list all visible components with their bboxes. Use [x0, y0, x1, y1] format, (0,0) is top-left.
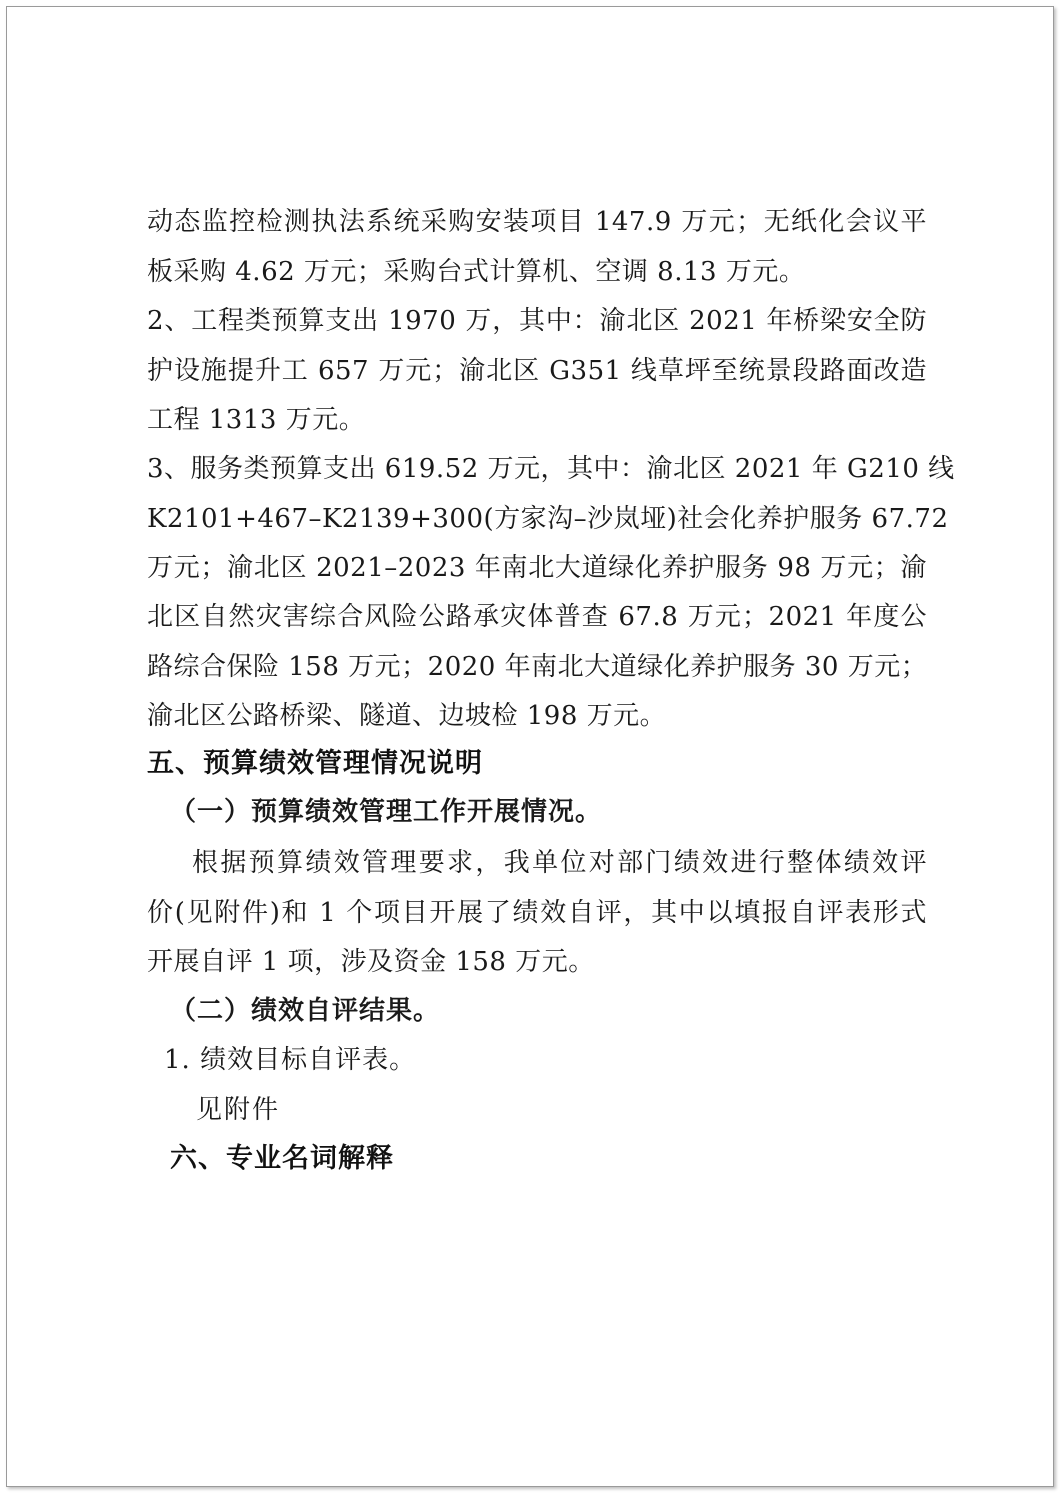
section-6-heading: 六、专业名词解释 — [170, 1143, 394, 1174]
paragraph-3-line-6: 渝北区公路桥梁、隧道、边坡检 198 万元。 — [147, 701, 667, 731]
paragraph-3-line-2: K2101+467–K2139+300(方家沟–沙岚垭)社会化养护服务 67.72 — [147, 504, 949, 534]
section-5-subheading-2: （二）绩效自评结果。 — [170, 996, 441, 1026]
section-5-subheading-1: （一）预算绩效管理工作开展情况。 — [170, 797, 603, 827]
section-5-item-1-note: 见附件 — [196, 1095, 281, 1125]
paragraph-1-line-2: 板采购 4.62 万元；采购台式计算机、空调 8.13 万元。 — [147, 257, 806, 287]
section-5-heading: 五、预算绩效管理情况说明 — [147, 748, 483, 779]
paragraph-2-line-2: 护设施提升工 657 万元；渝北区 G351 线草坪至统景段路面改造 — [147, 356, 927, 386]
paragraph-2-line-1: 2、工程类预算支出 1970 万，其中：渝北区 2021 年桥梁安全防 — [147, 306, 927, 336]
paragraph-3-line-3: 万元；渝北区 2021–2023 年南北大道绿化养护服务 98 万元；渝 — [147, 553, 927, 583]
section-5-paragraph-line-3: 开展自评 1 项，涉及资金 158 万元。 — [147, 947, 595, 977]
section-5-paragraph-line-2: 价(见附件)和 1 个项目开展了绩效自评，其中以填报自评表形式 — [147, 898, 927, 928]
paragraph-1-line-1: 动态监控检测执法系统采购安装项目 147.9 万元；无纸化会议平 — [147, 207, 927, 237]
paragraph-3-line-1: 3、服务类预算支出 619.52 万元，其中：渝北区 2021 年 G210 线 — [147, 454, 955, 484]
paragraph-3-line-4: 北区自然灾害综合风险公路承灾体普查 67.8 万元；2021 年度公 — [147, 602, 927, 632]
section-5-item-1: 1. 绩效目标自评表。 — [164, 1045, 417, 1075]
paragraph-3-line-5: 路综合保险 158 万元；2020 年南北大道绿化养护服务 30 万元； — [147, 652, 928, 682]
paragraph-2-line-3: 工程 1313 万元。 — [147, 405, 366, 435]
section-5-paragraph-line-1: 根据预算绩效管理要求，我单位对部门绩效进行整体绩效评 — [192, 848, 927, 878]
